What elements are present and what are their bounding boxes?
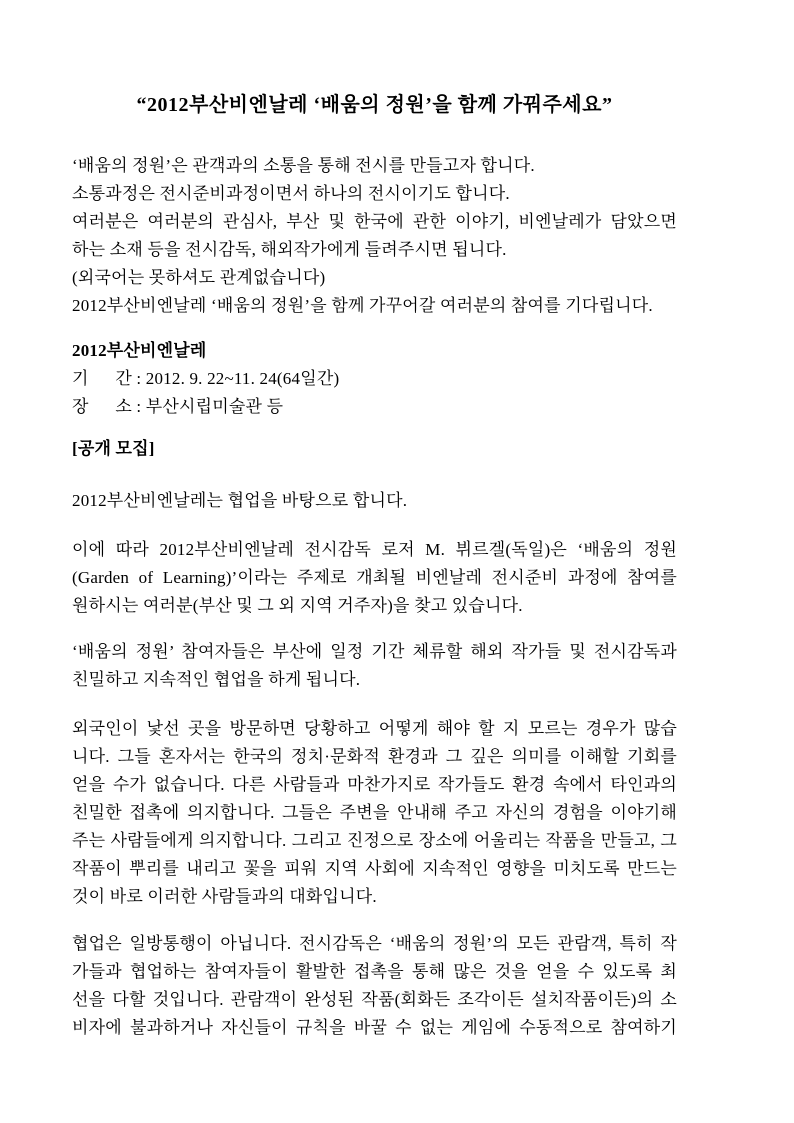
recruit-section	[72, 435, 677, 463]
director-line: 원하시는 여러분(부산 및 그 외 지역 거주자)을 찾고 있습니다.	[72, 596, 523, 615]
foreigners-line: 친밀한 접촉에 의지합니다. 그들은 주변을 안내해 주고 자신의 경험을 이야기해	[72, 803, 677, 822]
page-title: “2012부산비엔날레 ‘배움의 정원’을 함께 가꿔주세요”	[136, 94, 613, 116]
collab-lead-paragraph	[72, 487, 677, 515]
director-paragraph	[72, 536, 677, 620]
intro-line: 하는 소재 등을 전시감독, 해외작가에게 들려주시면 됩니다.	[72, 240, 507, 259]
event-period: 기 간 : 2012. 9. 22~11. 24(64일간)	[72, 369, 340, 388]
participants-paragraph	[72, 638, 677, 694]
intro-line: 여러분은 여러분의 관심사, 부산 및 한국에 관한 이야기, 비엔날레가 담았으면	[72, 212, 677, 231]
intro-line: ‘배움의 정원’은 관객과의 소통을 통해 전시를 만들고자 합니다.	[72, 156, 535, 175]
event-heading: 2012부산비엔날레	[72, 341, 207, 360]
director-line: (Garden of Learning)’이라는 주제로 개최될 비엔날레 전시준비 과정에 참여를	[72, 568, 677, 587]
intro-paragraph	[72, 152, 677, 320]
foreigners-line: 외국인이 낯선 곳을 방문하면 당황하고 어떻게 해야 할 지 모르는 경우가 많습	[72, 719, 677, 738]
participants-line: 친밀하고 지속적인 협업을 하게 됩니다.	[72, 670, 361, 689]
foreigners-line: 주는 사람들에게 의지합니다. 그리고 진정으로 장소에 어울리는 작품을 만들고, 그	[72, 831, 677, 850]
recruit-heading: [공개 모집]	[72, 439, 155, 458]
foreigners-line: 작품이 뿌리를 내리고 꽃을 피워 지역 사회에 지속적인 영향을 미치도록 만드는	[72, 859, 677, 878]
foreigners-line: 니다. 그들 혼자서는 한국의 정치·문화적 환경과 그 깊은 의미를 이해할 기회를	[72, 747, 677, 766]
director-line: 이에 따라 2012부산비엔날레 전시감독 로저 M. 뷔르겔(독일)은 ‘배움의 정원	[72, 540, 677, 559]
foreigners-line: 것이 바로 이러한 사람들과의 대화입니다.	[72, 887, 377, 906]
foreigners-paragraph	[72, 715, 677, 911]
intro-line: 2012부산비엔날레 ‘배움의 정원’을 함께 가꾸어갈 여러분의 참여를 기다립니다.	[72, 296, 653, 315]
event-info-block	[72, 337, 677, 421]
participants-line: ‘배움의 정원’ 참여자들은 부산에 일정 기간 체류할 해외 작가들 및 전시감독과	[72, 642, 677, 661]
collaboration-paragraph	[72, 930, 677, 1042]
collaboration-line: 가들과 협업하는 참여자들이 활발한 접촉을 통해 많은 것을 얻을 수 있도록 최	[72, 962, 677, 981]
foreigners-line: 얻을 수가 없습니다. 다른 사람들과 마찬가지로 작가들도 환경 속에서 타인과의	[72, 775, 677, 794]
collaboration-line: 선을 다할 것입니다. 관람객이 완성된 작품(회화든 조각이든 설치작품이든)의 소	[72, 990, 677, 1009]
collab-lead-line: 2012부산비엔날레는 협업을 바탕으로 합니다.	[72, 491, 408, 510]
collaboration-line: 비자에 불과하거나 자신들이 규칙을 바꿀 수 없는 게임에 수동적으로 참여하기	[72, 1018, 677, 1037]
event-venue: 장 소 : 부산시립미술관 등	[72, 397, 284, 416]
collaboration-line: 협업은 일방통행이 아닙니다. 전시감독은 ‘배움의 정원’의 모든 관람객, 특히 작	[72, 934, 677, 953]
intro-line: 소통과정은 전시준비과정이면서 하나의 전시이기도 합니다.	[72, 184, 510, 203]
intro-line: (외국어는 못하셔도 관계없습니다)	[72, 268, 326, 287]
